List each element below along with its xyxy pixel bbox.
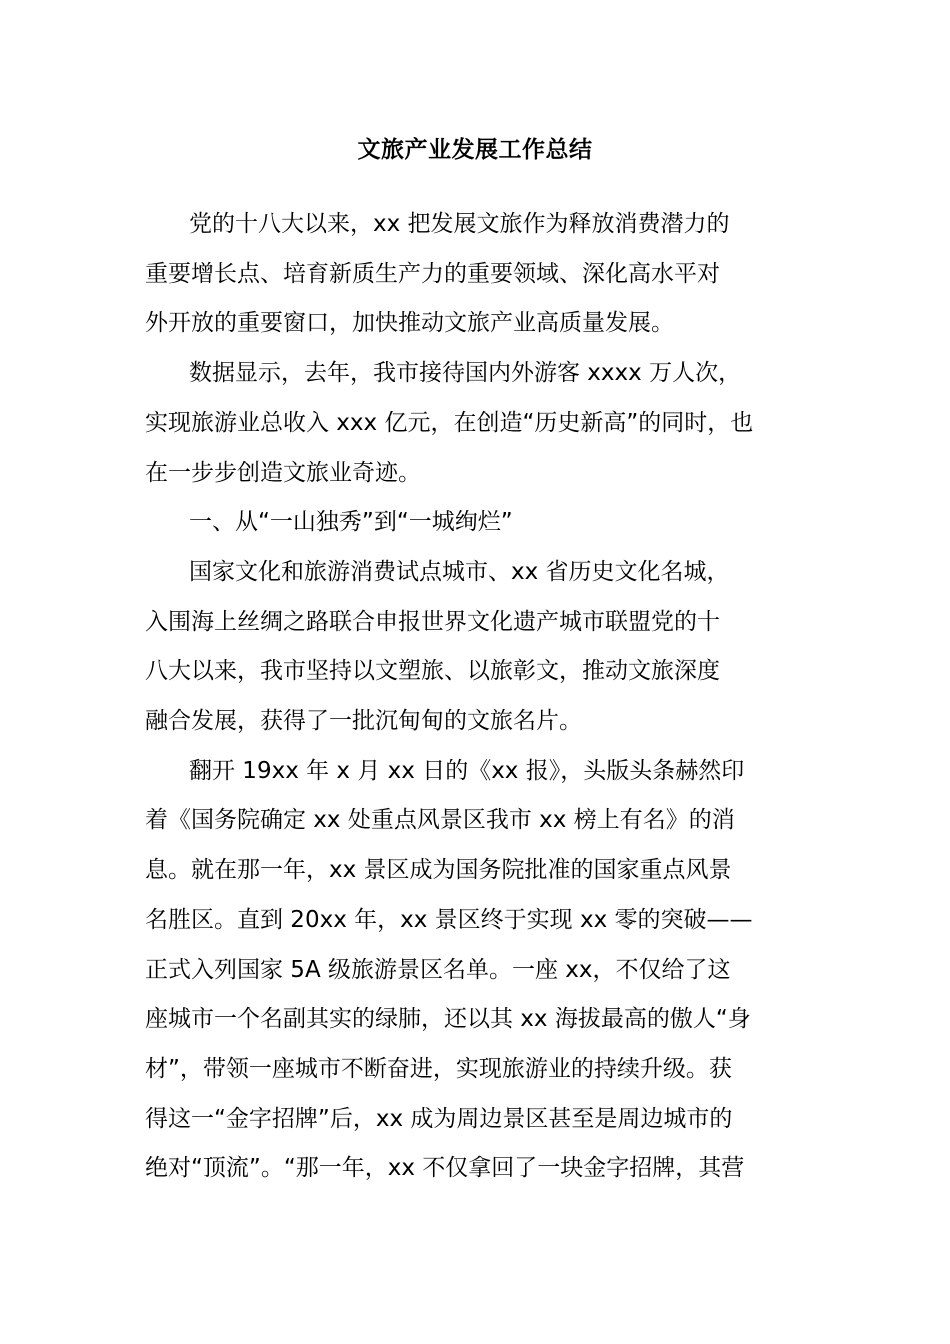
paragraph-line: 国家文化和旅游消费试点城市、xx 省历史文化名城， [189, 558, 730, 585]
paragraph-line: 正式入列国家 5A 级旅游景区名单。一座 xx，不仅给了这 [145, 956, 731, 983]
paragraph-line: 着《国务院确定 xx 处重点风景区我市 xx 榜上有名》的消 [145, 807, 735, 834]
paragraph-intro [145, 200, 805, 349]
paragraph-line: 材”，带领一座城市不断奋进，实现旅游业的持续升级。获 [145, 1055, 732, 1082]
paragraph-city [145, 548, 805, 747]
document-title: 文旅产业发展工作总结 [357, 137, 593, 163]
paragraph-line: 绝对“顶流”。“那一年，xx 不仅拿回了一块金字招牌，其营 [145, 1155, 745, 1182]
paragraph-data [145, 349, 805, 498]
paragraph-line: 实现旅游业总收入 xxx 亿元，在创造“历史新高”的同时，也 [145, 409, 754, 436]
paragraph-line: 八大以来，我市坚持以文塑旅、以旅彰文，推动文旅深度 [145, 658, 720, 685]
paragraph-line: 在一步步创造文旅业奇迹。 [145, 459, 421, 486]
paragraph-line: 重要增长点、培育新质生产力的重要领域、深化高水平对 [145, 260, 720, 287]
paragraph-line: 党的十八大以来，xx 把发展文旅作为释放消费潜力的 [189, 211, 730, 237]
section-heading [145, 498, 805, 548]
paragraph-line: 名胜区。直到 20xx 年，xx 景区终于实现 xx 零的突破—— [145, 906, 753, 933]
paragraph-line: 融合发展，获得了一批沉甸甸的文旅名片。 [145, 708, 582, 735]
paragraph-history [145, 747, 805, 1194]
paragraph-line: 得这一“金字招牌”后，xx 成为周边景区甚至是周边城市的 [145, 1105, 733, 1132]
paragraph-line: 翻开 19xx 年 x 月 xx 日的《xx 报》，头版头条赫然印 [189, 757, 745, 784]
document-body [145, 200, 805, 1194]
paragraph-line: 外开放的重要窗口，加快推动文旅产业高质量发展。 [145, 310, 674, 337]
section-heading-text: 一、从“一山独秀”到“一城绚烂” [189, 509, 513, 536]
paragraph-line: 息。就在那一年，xx 景区成为国务院批准的国家重点风景 [145, 857, 732, 884]
paragraph-line: 座城市一个名副其实的绿肺，还以其 xx 海拔最高的傲人“身 [145, 1006, 751, 1033]
paragraph-line: 入围海上丝绸之路联合申报世界文化遗产城市联盟党的十 [145, 608, 720, 635]
paragraph-line: 数据显示，去年，我市接待国内外游客 xxxx 万人次， [189, 360, 742, 387]
